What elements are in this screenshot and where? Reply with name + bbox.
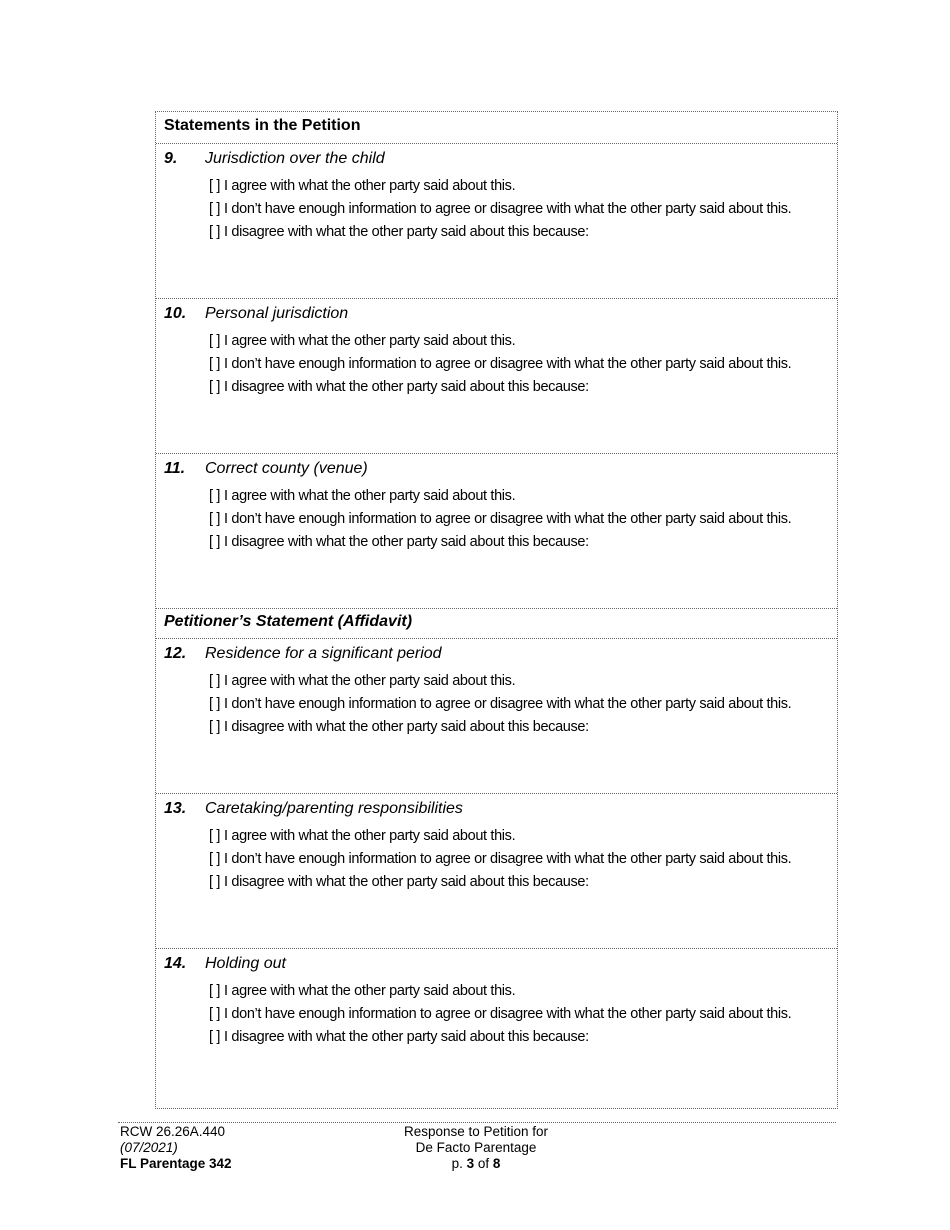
checkbox-agree[interactable]: [ ] bbox=[209, 178, 221, 194]
item-title: Residence for a significant period bbox=[205, 645, 442, 662]
checkbox-disagree[interactable]: [ ] bbox=[209, 1029, 221, 1045]
checkbox-not-enough-info[interactable]: [ ] bbox=[209, 511, 221, 527]
checkbox-not-enough-info[interactable]: [ ] bbox=[209, 851, 221, 867]
option-disagree bbox=[209, 377, 791, 400]
footer-form-id: FL Parentage 342 bbox=[120, 1156, 232, 1171]
response-options bbox=[209, 981, 791, 1050]
option-disagree bbox=[209, 717, 791, 740]
footer-divider bbox=[118, 1122, 836, 1123]
page-prefix: p. bbox=[451, 1156, 463, 1171]
item-holding-out bbox=[156, 949, 837, 1104]
option-not-enough-info bbox=[209, 509, 791, 532]
item-number: 10. bbox=[164, 305, 187, 322]
item-header bbox=[164, 305, 348, 323]
option-disagree bbox=[209, 222, 791, 245]
footer-statute: RCW 26.26A.440 bbox=[120, 1124, 226, 1139]
checkbox-not-enough-info[interactable]: [ ] bbox=[209, 201, 221, 217]
response-options bbox=[209, 176, 791, 245]
option-disagree bbox=[209, 872, 791, 895]
item-caretaking-parenting bbox=[156, 794, 837, 949]
response-options bbox=[209, 331, 791, 400]
option-agree bbox=[209, 176, 791, 199]
item-title: Jurisdiction over the child bbox=[205, 150, 385, 167]
footer-document-title bbox=[376, 1124, 576, 1172]
checkbox-agree[interactable]: [ ] bbox=[209, 983, 221, 999]
item-number: 13. bbox=[164, 800, 187, 817]
footer-date: (07/2021) bbox=[120, 1140, 178, 1155]
page-current: 3 bbox=[466, 1156, 475, 1171]
footer-title-line1: Response to Petition for bbox=[403, 1124, 549, 1139]
item-number: 9. bbox=[164, 150, 178, 167]
option-label: I disagree with what the other party said about this because: bbox=[224, 379, 589, 395]
item-header bbox=[164, 800, 463, 818]
option-agree bbox=[209, 981, 791, 1004]
option-label: I don’t have enough information to agree or disagree with what the other party said about this. bbox=[224, 356, 792, 372]
item-title: Holding out bbox=[205, 955, 286, 972]
item-correct-county-venue bbox=[156, 454, 837, 609]
checkbox-agree[interactable]: [ ] bbox=[209, 333, 221, 349]
item-title: Caretaking/parenting responsibilities bbox=[205, 800, 463, 817]
option-agree bbox=[209, 671, 791, 694]
option-label: I don’t have enough information to agree or disagree with what the other party said about this. bbox=[224, 696, 792, 712]
checkbox-not-enough-info[interactable]: [ ] bbox=[209, 696, 221, 712]
option-label: I disagree with what the other party said about this because: bbox=[224, 534, 589, 550]
page-total: 8 bbox=[492, 1156, 501, 1171]
item-title: Personal jurisdiction bbox=[205, 305, 349, 322]
page-of: of bbox=[477, 1156, 490, 1171]
option-label: I agree with what the other party said about this. bbox=[224, 983, 516, 999]
checkbox-agree[interactable]: [ ] bbox=[209, 828, 221, 844]
option-label: I don’t have enough information to agree or disagree with what the other party said about this. bbox=[224, 201, 792, 217]
item-residence-significant-period bbox=[156, 639, 837, 794]
option-label: I disagree with what the other party said about this because: bbox=[224, 874, 589, 890]
option-label: I agree with what the other party said about this. bbox=[224, 673, 516, 689]
response-form-table bbox=[155, 111, 838, 1109]
footer-title-line2: De Facto Parentage bbox=[415, 1140, 537, 1155]
checkbox-not-enough-info[interactable]: [ ] bbox=[209, 1006, 221, 1022]
option-not-enough-info bbox=[209, 849, 791, 872]
option-disagree bbox=[209, 1027, 791, 1050]
option-not-enough-info bbox=[209, 199, 791, 222]
item-header bbox=[164, 955, 286, 973]
item-title: Correct county (venue) bbox=[205, 460, 368, 477]
option-label: I disagree with what the other party said about this because: bbox=[224, 1029, 589, 1045]
checkbox-disagree[interactable]: [ ] bbox=[209, 224, 221, 240]
option-label: I disagree with what the other party said about this because: bbox=[224, 719, 589, 735]
checkbox-disagree[interactable]: [ ] bbox=[209, 379, 221, 395]
checkbox-disagree[interactable]: [ ] bbox=[209, 874, 221, 890]
option-disagree bbox=[209, 532, 791, 555]
checkbox-not-enough-info[interactable]: [ ] bbox=[209, 356, 221, 372]
item-number: 14. bbox=[164, 955, 187, 972]
section-heading-petition-statements: Statements in the Petition bbox=[156, 112, 837, 144]
response-options bbox=[209, 486, 791, 555]
item-header bbox=[164, 460, 368, 478]
option-label: I don’t have enough information to agree or disagree with what the other party said about this. bbox=[224, 1006, 792, 1022]
item-number: 12. bbox=[164, 645, 187, 662]
item-personal-jurisdiction bbox=[156, 299, 837, 454]
response-options bbox=[209, 826, 791, 895]
option-label: I agree with what the other party said about this. bbox=[224, 178, 516, 194]
item-number: 11. bbox=[164, 460, 186, 477]
option-agree bbox=[209, 331, 791, 354]
section-heading-petitioner-statement: Petitioner’s Statement (Affidavit) bbox=[156, 609, 837, 639]
page-number bbox=[376, 1156, 576, 1172]
footer-form-info bbox=[120, 1124, 232, 1172]
option-not-enough-info bbox=[209, 694, 791, 717]
checkbox-disagree[interactable]: [ ] bbox=[209, 719, 221, 735]
option-label: I don’t have enough information to agree or disagree with what the other party said about this. bbox=[224, 851, 792, 867]
item-header bbox=[164, 645, 442, 663]
item-jurisdiction-over-child bbox=[156, 144, 837, 299]
checkbox-agree[interactable]: [ ] bbox=[209, 488, 221, 504]
option-label: I agree with what the other party said about this. bbox=[224, 333, 516, 349]
option-label: I disagree with what the other party said about this because: bbox=[224, 224, 589, 240]
option-label: I agree with what the other party said about this. bbox=[224, 828, 516, 844]
option-not-enough-info bbox=[209, 1004, 791, 1027]
response-options bbox=[209, 671, 791, 740]
item-header bbox=[164, 150, 385, 168]
option-agree bbox=[209, 486, 791, 509]
option-label: I don’t have enough information to agree or disagree with what the other party said about this. bbox=[224, 511, 792, 527]
checkbox-agree[interactable]: [ ] bbox=[209, 673, 221, 689]
option-label: I agree with what the other party said about this. bbox=[224, 488, 516, 504]
option-agree bbox=[209, 826, 791, 849]
option-not-enough-info bbox=[209, 354, 791, 377]
checkbox-disagree[interactable]: [ ] bbox=[209, 534, 221, 550]
